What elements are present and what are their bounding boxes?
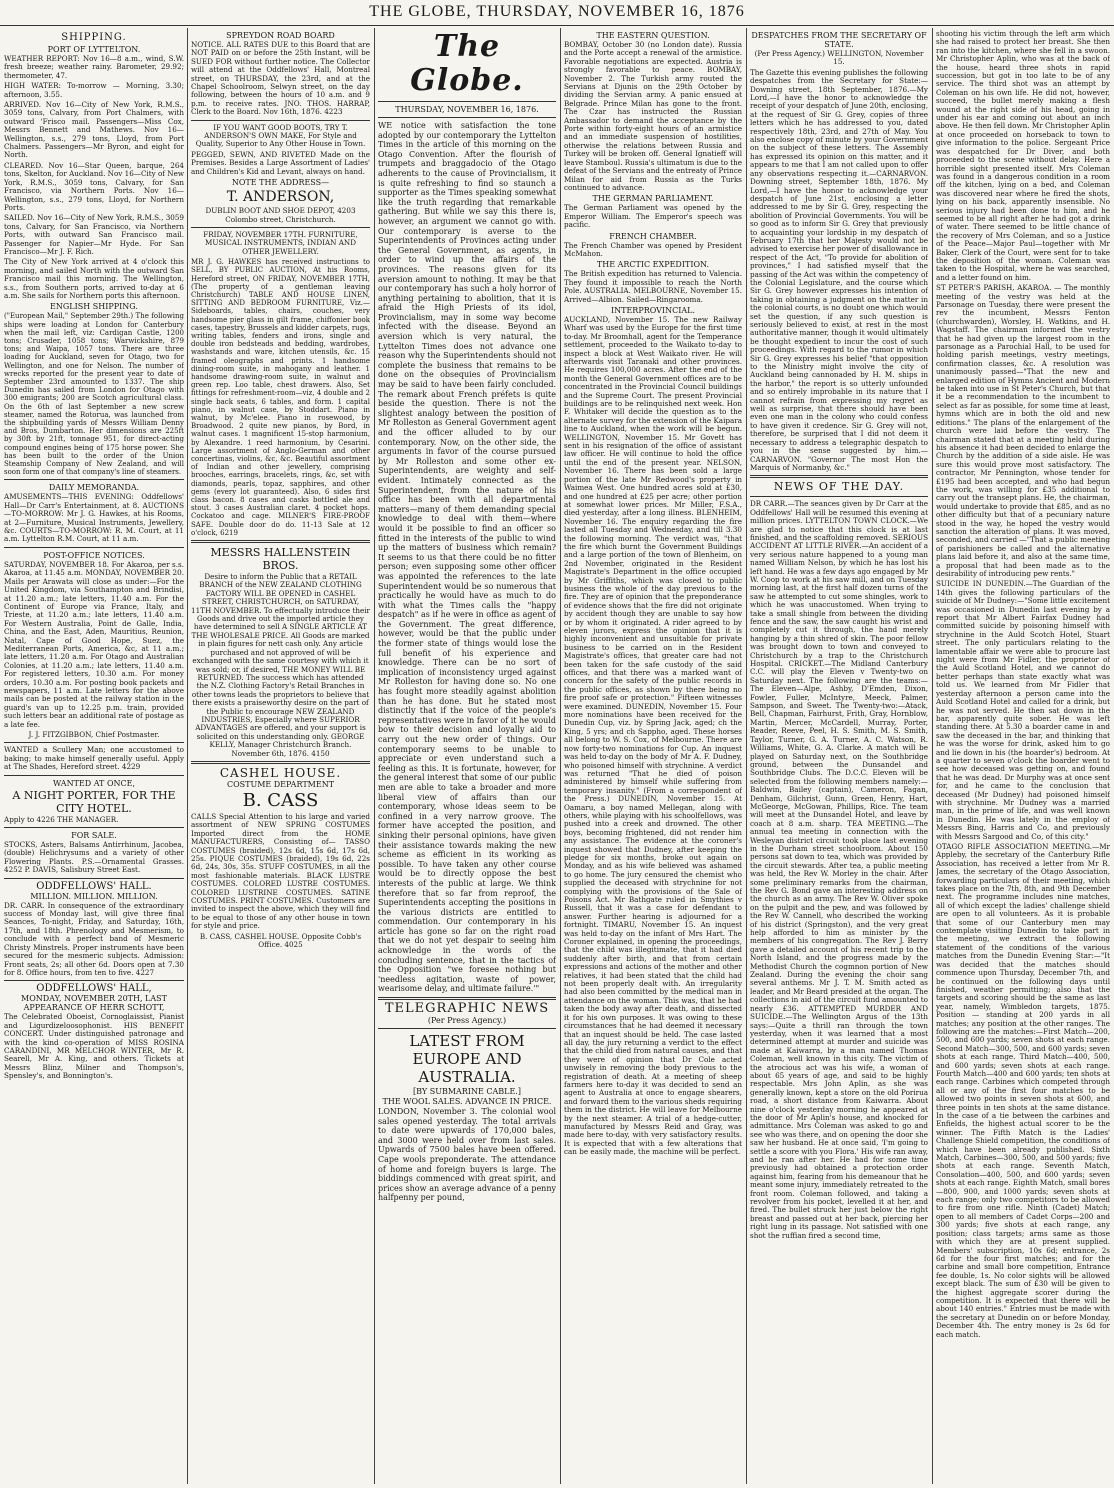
wanted-heading: WANTED AT ONCE, [52, 778, 135, 788]
column-6 [936, 30, 1110, 1482]
divider [191, 540, 370, 543]
despatches: The Gazette this evening publishes the following despatches from the Secretary for State:— Downing street, 18th September, 1876.—My Lord,—I have the honor to acknowledge the receipt of your despatch of June 20th, enclosing, at the request of Sir G. Grey, copies of three letters which he has addressed to you, dated respectively 18th, 23rd, and 27th of May. You also enclose copy of minute by your Government on the subject of these letters. The Assembly has expressed its opinion on this matter, and it appears to me that I am not called upon to offer any observations respecting it.—CARNARVON. Downing street, September 18th, 1876. My Lord,—I have the honor to acknowledge your despatch of June 21st, enclosing a letter addressed to me by Sir G. Grey, respecting the abolition of Provincial Governments. You will be so good as to inform Sir G. Grey that previously to acquainting your lordship in my despatch of February 17th that her Majesty would not be advised to exercise her power of disallowance in respect of the Act, "To provide for abolition of provinces," I had satisfied myself that the passing of the Act was within the competency of the Colonial Legislature, and the course which Sir G. Grey however expresses his intention of taking in obtaining a judgment on the matter in the colonial courts, is no doubt one which would set the question, if any such question is seriously believed to exist, at rest in the most authoritative manner, though it would ultimately be thought expedient to incur the cost of such proceedings. With regard to the rumor in which Sir G. Grey expresses his belief "that opposition to the Ministry might involve the city of Auckland being cannonaded by H. M. ships in the harbor," the report is so utterly unfounded and so entirely improbable in its nature that I cannot refrain from expressing my regret as well as surprise, that there should have been even one man in the colony who could confess to have given it credence. Sir G. Grey will not, therefore, be surprised that I did not deem it necessary to address a telegraphic despatch to you in the sense suggested by him.—CARNARVON. "Governor The most Hon the Marquis of Normanby, &c." [750, 67, 928, 472]
attempted-murder-continued: shooting his victim through the left arm which she had raised to protect her breast. She then ran into the kitchen, where she fell in a swoon. Mr Christopher Aplin, who was at the back of the house, heard three shots in rapid succession, but got in too late to be of any service. The third shot was an attempt by Coleman on his own life. He did not, however, succeed, the bullet merely making a flesh wound at the right side of his head, going in under his ear and coming out about an inch above. He then fell down. Mr Christopher Aplin at once proceeded on horseback to town to give information to the police. Sergeant Price was despatched for Dr Diver, and both proceeded to the scene without delay. Here a horrible sight presented itself. Mrs Coleman was found in a dangerous condition in a room off the kitchen, lying on a bed, and Coleman was discovered near where he fired the shots, lying on his back, apparently insensible. No serious injury had been done to him, and he seemed to be all right after he had got a drink of water. There seemed to be little chance of the recovery of Mrs Coleman, and so a Justice of the Peace—Major Paul—together with Mr Baker, Clerk of the Court, were sent for to take the deposition of the woman. Coleman was taken to the Hospital, where he was searched, and a letter found on him. [936, 30, 1110, 282]
divider [4, 742, 184, 743]
oddfellows-dr-carr: DR. CARR. In consequence of the extraordinary success of Monday last, will give three final Seances, To-night, Friday, and Saturday, 16th, 17th, and 18th. Phrenology and Mesmerism, to conclude with a perfect band of Mesmeric Christy Minstrels. Proper instruments have been secured for the mesmeric subjects. Admission: Front seats, 2s; all other 6d. Doors open at 7.30 for 8. Office hours, from ten to five. 4227 [4, 900, 184, 977]
divider [4, 878, 184, 879]
english-shipping: ("European Mail," September 29th.) The following ships were loading at London for Canterbury when the mail left, viz: Cardigan Castle, 1200 tons; Crusader, 1058 tons; Warwickshire, 879 tons; and Waipa, 1057 tons. There are three loading for Auckland, seven for Otago, two for Wellington, and one for Nelson. The number of wrecks reported for the present year to date of September 23rd amounted to 1337. The ship Dunedin has sailed from London for Otago with 300 emigrants; 200 are Scotch agricultural class. On the 6th of last September a new screw steamer, named the Rotorua, was launched from the shipbuilding yards of Messrs William Denny and Bros, Dumbarton. Her dimensions are 225ft by 30ft by 21ft, tonnage 951, for direct-acting compound engines being of 175 horse power. She has been built to the order of the Union Steamship Company of New Zealand, and will soon form one of that company's line of steamers. [4, 312, 184, 477]
cable-note: [BY SUBMARINE CABLE.] [413, 1087, 521, 1097]
for-sale-heading: FOR SALE. [71, 831, 117, 841]
night-porter-ad: A NIGHT PORTER, FOR THE CITY HOTEL. [12, 788, 176, 815]
divider [4, 980, 184, 981]
oddfellows-heading-2: ODDFELLOWS' HALL, [36, 983, 152, 995]
herr-schott-concert: The Celebrated Oboeist, Cornoglaissist, Pianist and Ligurdizeloosophonist. HIS BENEFIT CONCERT. Under distinguished patronage and with the kind co-operation of MISS ROSINA CARANDINI, MR MELCHOR WINTER, Mr R. Searell, Mr A. King, and others. Tickets at Messrs Blinz, Milner and Thompson's, Spensley's, and Bonnington's. [4, 1012, 184, 1081]
auction-date: FRIDAY, NOVEMBER 17TH. FURNITURE, MUSICAL INSTRUMENTS, INDIAN AND OTHER JEWELLERY. [203, 229, 358, 256]
hallenstein-heading: MESSRS HALLENSTEIN BROS. [210, 546, 351, 573]
divider [378, 1028, 556, 1029]
news-of-day-heading: NEWS OF THE DAY. [773, 480, 905, 494]
column-rule [932, 28, 933, 1484]
column-3 [378, 30, 556, 1482]
memoranda: AMUSEMENTS—THIS EVENING: Oddfellows' Hall—Dr Carr's Entertainment, at 8. AUCTIONS—TO-MORROW: Mr J. G. Hawkes, at his Rooms, at 2—Furniture, Musical Instruments, Jewellery, &c. COURTS—TO-MORROW: R. M. Court, at 11 a.m. Lyttelton R.M. Court, at 11 a.m. [4, 492, 184, 544]
wool-sales: LONDON, November 3. The colonial wool sales opened yesterday. The total arrivals to date were upwards of 170,000 bales, and 3000 were held over from last sales. Upwards of 7500 bales have been offered. Cape wools preponderate. The attendance of home and foreign buyers is large. The biddings commenced with great spirit, and prices show an average advance of a penny halfpenny per pound, [378, 1107, 556, 1203]
scullery-ad: WANTED a Scullery Man; one accustomed to baking; to make himself generally useful. Apply at The Shades, Hereford street. 4229 [4, 745, 184, 772]
postmaster-sign: J. J. FITZGIBBON, Chief Postmaster. [28, 730, 160, 739]
for-sale-ad: STOCKS, Asters, Balsams Antirrhinum, Jacobea, (double) Helichrysums and a variety of other Flowering Plants. P.S.—Ornamental Grasses. 4252 P. DAVIS, Salisbury Street East. [4, 840, 184, 875]
hallenstein-ad: Desire to inform the Public that a RETAIL BRANCH of the NEW ZEALAND CLOTHING FACTORY WILL BE OPENED in CASHEL STREET, CHRISTCHURCH, on SATURDAY, 11TH NOVEMBER. To effectually introduce their Goods and drive out the imported article they have determined to sell A SINGLE ARTICLE AT THE WHOLESALE PRICE. All Goods are marked in plain figures for nett cash only. Any article purchased and not approved of will be exchanged with the same courtesy with which it was sold; or, if desired, THE MONEY WILL BE RETURNED. The success which has attended the N.Z. Clothing Factory's Retail Branches in other towns leads the proprietors to believe that there exists a praiseworthy desire on the part of the Public to encourage NEW ZEALAND INDUSTRIES, Especially where SUPERIOR ADVANTAGES are offered, and your support is solicited on this understanding only. GEORGE KELLY, Manager Christchurch Branch. November 6th, 1876. 4150 [191, 572, 370, 758]
column-4 [564, 30, 742, 1482]
port-heading: PORT OF LYTTELTON. [47, 45, 141, 54]
divider [4, 775, 184, 776]
suicide-dunedin: SUICIDE IN DUNEDIN.—The Guardian of the 14th gives the following particulars of the suicide of Mr Dudney:—"Some little excitement was occasioned in Dunedin last evening by a report that Mr Albert Fairfax Dudney had committed suicide by poisoning himself with strychnine in the Auld Scotch Hotel, Stuart street. The only particulars relating to the lamentable affair we were able to procure last night were from Mr Fidler, the proprietor of the Auld Scotland Hotel, and we cannot do better perhaps than state exactly what was told us. We learned from Mr Fidler that yesterday afternoon a person came into the Auld Scotland Hotel and called for a drink, but he was not served. He then sat down in the bar, apparently quite sober. He was left standing there. At 5.30 a boarder came in and saw the deceased in the bar, and thinking that he was the worse for drink, asked him to go and lie down in his (the boarder's) bedroom. At a quarter to seven o'clock the boarder went to see how deceased was getting on, and found that he was dead. Dr Murphy was at once sent for, and he came to the conclusion that deceased (Mr Dudney) had poisoned himself with strychnine. Mr Dudney was a married man, in the prime of life, and was well known in Dunedin. He was lately in the employ of Messrs Bing, Harris and Co, and previously with Messrs Sargood and Co, of this city." [936, 579, 1110, 841]
column-rule [746, 28, 747, 1484]
costume-department: COSTUME DEPARTMENT [226, 779, 335, 789]
post-office-heading: POST-OFFICE NOTICES. [43, 550, 145, 560]
oddfellows-sub-2: MONDAY, NOVEMBER 20TH, LAST APPEARANCE OF HERR SCHOTT, [21, 994, 167, 1013]
telegraphic-heading: TELEGRAPHIC NEWS [384, 1001, 550, 1017]
latest-europe-heading: LATEST FROM EUROPE AND AUSTRALIA. [409, 1032, 525, 1087]
post-office-notices: SATURDAY, NOVEMBER 18. For Akaroa, per s.s. Akaroa, at 11.45 a.m. MONDAY, NOVEMBER 20. Mails per Arawata will close as under:—For the United Kingdom, via Southampton and Brindisi, at 11.20 a.m.; late letters, 11.40 a.m. For the Continent of Europe via France, Italy, and Trieste, at 11.20 a.m.; late letters, 11.40 a.m. For Western Australia, Point de Galle, India, China, and the East, Aden, Mauritius, Reunion, Natal, Cape of Good Hope, Suez, the Mediterranean Ports, America, &c, at 11 a.m.; late letters, 11.20 a.m. For Otago and Australian Colonies, at 11.20 a.m.; late letters, 11.40 a.m. For registered letters, 10.30 a.m. For money orders, 10.30 a.m. For posting book packets and newspapers, 11 a.m. Late letters for the above mails can be posted at the railway station in the guard's van up to 12.25 p.m. train, provided such letters bear an additional rate of postage as a late fee. [4, 559, 184, 729]
divider [4, 827, 184, 828]
oddfellows-sub: MILLION. MILLION. MILLION. [30, 891, 158, 901]
shipping-heading: SHIPPING. [61, 32, 127, 43]
column-rule [374, 28, 375, 1484]
anderson-address: DUBLIN BOOT AND SHOE DEPOT, 4203 Colombo street, Christchurch. [205, 206, 356, 224]
french-chamber: The French Chamber was opened by President McMahon. [564, 240, 742, 258]
divider [378, 117, 556, 118]
column-5 [750, 30, 928, 1482]
pegged-ad: PEGGED, SEWN, AND RIVETED Made on the Premises. Besides a Large Assortment of Ladies' and Children's Kid and Levant, always on hand. [191, 149, 370, 176]
masthead: THE GLOBE, THURSDAY, NOVEMBER 16, 1876 [0, 0, 1114, 26]
cleared: CLEARED. Nov 16—Star Queen, barque, 264 tons, Skelton, for Auckland. Nov 16—City of New York, R.M.S., 3059 tons, Calvary, for San Francisco, via Northern Ports. Nov 16—Wellington, s.s., 279 tons, Lloyd, for Northern Ports. [4, 160, 184, 212]
interprovincial-heading: INTERPROVINCIAL. [610, 305, 696, 315]
leader-article: WE notice with satisfaction the tone adopted by our contemporary the Lyttelton Times in the article of this morning on the Otago Convention. After the flourish of trumpets and braggadocio of the Otago adherents to the cause of Provincialism, it is quite refreshing to find so staunch a supporter as the Times speaking somewhat like the truth regarding that remarkable gathering. But while we say this there is, however, an argument we cannot go with. Our contemporary is averse to the Superintendents of Provinces acting under the General Government, as agents, in order to wind up the affairs of the provinces. The reasons given for its aversion amount to nothing. It may be that our contemporary has such a holy horror of anything pertaining to abolition, that it is afraid the High Priests of its idol, Provincialism, may in some way become infected with the disease. Beyond an aversion which is very natural, the Lyttelton Times does not advance one reason why the Superintendents should not complete the business that remains to be done on the obsequies of Provincialism may be said to have been fairly concluded. The remark about French préfets is quite beside the question. There is not the slightest analogy between the position of Mr Rolleston as General Government agent and the officer alluded to by our contemporary. Now, on the other side, the arguments in favor of the course pursued by Mr Rolleston and some other ex-Superintendents, are weighty and self-evident. Intimately connected as the Superintendent, from the nature of his office has been with all departmental matters—many of them demanding special knowledge to deal with them—where would it be possible to find an officer so fitted in the interests of the public to wind up the matters of business which remain? It seems to us that there could be no fitter person; even supposing some other officer was appointed the references to the late Superintendent would be so numerous that practically he would have as much to do with what the Times calls the "happy despatch" as if he were in office as agent of the Government. The great difference, however, would be that the public under the former state of things would lose the full benefit of his experience and knowledge. There can be no sort of implication of inconsistency urged against Mr Rolleston for having done so. No one has fought more steadily against abolition than he has done. But he stated most distinctly that if the voice of the people's representatives were in favor of it he would bow to their decision and loyally aid to carry out the new order of things. Our contemporary seems to be unable to appreciate or even understand such a feeling as this. It is fortunate, however, for the general interest that some of our public men are able to take a broader and more liberal view of affairs than our contemporary, whose ideas seem to be confined in a very narrow groove. The former have accepted the position, and sinking their personal opinions, have given their assistance towards making the new scheme as efficient in its working as possible. To have taken any other course would be to directly oppose the best interests of the public at large. We think therefore that so far from reproof, the Superintendents accepting the positions in the various districts are entitled to commendation. Our contemporary in his article has gone so far on the right road that we do not yet despair to seeing him acknowledge in the words of the concluding sentence, that in the tactics of the Opposition "we foresee nothing but 'needless agitation, waste of power, wearisome delay, and ultimate failure.'" [378, 121, 556, 994]
road-board-notice: NOTICE. ALL RATES DUE to this Board that are NOT PAID on or before the 25th Instant, will be SUED FOR without further notice. The Collector will attend at the Oddfellows' Hall, Montreal street, on THURSDAY, the 23rd, and at the Chapel Schoolroom, Selwyn street, on the day following, between the hours of 10 a.m. and 9 p.m. to receive rates. JNO. THOS. HARRAP, Clerk to the Board. Nov 16th, 1876. 4223 [191, 40, 370, 117]
divider [191, 227, 370, 228]
boots-ad: IF YOU WANT GOOD BOOTS, TRY T. ANDERSON'S OWN MAKE, For Style and Quality, Superior to Any Other House in Town. [195, 122, 366, 149]
divider [378, 997, 556, 1000]
address-note: NOTE THE ADDRESS— [231, 178, 330, 188]
shipping-note: The City of New York arrived at 4 o'clock this morning, and sailed North with the outward San Francisco mail this morning. The Wellington, s.s., from Southern ports, arrived to-day at 6 a.m. She sails for Northern ports this afternoon. [4, 257, 184, 300]
divider [378, 101, 556, 102]
english-shipping-heading: ENGLISH SHIPPING. [50, 302, 138, 312]
arctic-expedition: The British expedition has returned to Valencia. They found it impossible to reach the North Pole. AUSTRALIA. MELBOURNE, November 15. Arrived—Albion. Sailed—Ringarooma. [564, 269, 742, 304]
divider [750, 496, 928, 497]
high-water: HIGH WATER: To-morrow — Morning, 3.30; afternoon, 3.55. [4, 81, 184, 99]
column-1 [4, 30, 184, 1482]
divider [750, 475, 928, 478]
anderson-name: T. ANDERSON, [226, 189, 335, 206]
arctic-heading: THE ARCTIC EXPEDITION. [596, 260, 710, 270]
wool-heading: THE WOOL SALES. ADVANCE IN PRICE. [382, 1097, 552, 1107]
cass-sign: B. CASS, CASHEL HOUSE. Opposite Cobb's Office. 4025 [199, 931, 362, 950]
german-heading: THE GERMAN PARLIAMENT. [592, 194, 714, 204]
hawkes-auction: MR J. G. HAWKES has received instructions to SELL, BY PUBLIC AUCTION, At his Rooms, Hereford street, ON FRIDAY, NOVEMBER 17TH, (The property of a gentleman leaving Christchurch) TABLE AND HOUSE LINEN, SITTING AND BEDROOM FURNITURE, Viz.— Sideboards, tables, chairs, couches, very handsome pier glass in gilt frame, chiffonier book cases, tapestry, Brussels and kidder carpets, rugs, writing tables, fenders and irons, single and double iron bedsteads and bedding, wardrobes, washstands and ware, kitchen utensils, &c. 15 framed oleographs and prints. 1 handsome dining-room suite, in mahogany and leather. 1 handsome drawing-room suite, in walnut and green rep. Loo table, chest drawers. Also, Set fittings for refreshment-room—viz, 4 double and 2 single back seats, 6 tables, and form. 1 capital piano, in walnut case, by Stoddart. Piano in walnut, by Mc'elee. Piano in rosewood, by Broadwood. 2 quite new pianos, by Bord, in walnut cases. 1 magnificent 15-stop harmonium, by Alexandre. 1 reed harmonium, by Cesarini. Large assortment of Anglo-German and other concertinas, violins, &c, &c. Beautiful assortment of Indian and other jewellery, comprising brooches, earrings, bracelets, rings, &c, set with diamonds, pearls, topaz, sapphires, and other gems (every lot guaranteed). Also, 6 sides first class bacon. 8 cases and casks bottled ale and stout. 3 cases Australian claret. 4 pocket hops. Cockatoo and cage. MILNER'S FIRE-PROOF SAFE. Double door do do. 11-13 Sale at 12 o'clock, 6219 [191, 258, 370, 537]
column-2 [191, 30, 370, 1482]
cass-name: B. CASS [242, 789, 319, 811]
sailed: SAILED. Nov 16—City of New York, R.M.S., 3059 tons, Calvary, for San Francisco, via Northern Ports, with outward San Francisco mail. Passenger for Napier—Mr Hyde. For San Francisco—Mr J. F. Rich. [4, 213, 184, 256]
news-of-day: DR CARR.—The seances given by Dr Carr at the Oddfellows' Hall will be resumed this evening at million prices. LYTTELTON TOWN CLOCK.—We are glad to notice that this clock is at last finished, and the scaffolding removed. SERIOUS ACCIDENT AT LITTLE RIVER.—An accident of a very serious nature happened to a young man named William Nelson, by which he has lost his left hand. He was a few days ago engaged by Mr W. Coop to work at his saw mill, and on Tuesday morning last, at the first half dozen turns of the saw he attempted to cut some shingles, work to which he was unaccustomed. When trying to take a small shingle from between the dividing fence and the saw, the saw caught his wrist and completely cut it through, the hand merely hanging by a thin shred of skin. The poor fellow was brought down to town and conveyed to Christchurch by a trap to the Christchurch Hospital. CRICKET.—The Midland Canterbury C.C. will play the Eleven v Twenty-two on Saturday next. The following are the teams:—The Eleven—Alpe, Ashby, D'Emden, Dixon, Fowler, Fuller, McIntyre, Meeck, Palmer, Sampson, and Sweet. The Twenty-two:—Atack, Bell, Chapman, Fairhurst, Frith, Gray, Hornblow, Martin, Mercer, McCardell, Murray, Porter, Reader, Reeve, Peel, H. S. Smith, M. S. Smith, Taylor, Turner, G. A. Turner, A. C. Watson, R. Williams, White, G. A. Clarke. A match will be played on Saturday next, on the Southbridge ground, between the Dunsandel and Southbridge Clubs. The D.C.C. Eleven will be selected from the following members namely:—Baldwin, Bailey (captain), Cameron, Fagan, Denham, Gilchrist, Gunn, Green, Henry, Hart, McGeorge, McGowan, Phillips, Rice. The team will meet at the Dunsandel Hotel, and leave by coach at 8 a.m. sharp. TEA MEETING.—The annual tea meeting in connection with the Wesleyan district circuit took place last evening in the Durham street schoolroom. About 150 persons sat down to tea, which was provided by the circuit stewards. After tea, a public meeting was held, the Rev W. Morley in the chair. After some preliminary remarks from the chairman, the Rev G. Bond gave an interesting address on the church as an army. The Rev W. Oliver spoke on the pulpit and the pew, and was followed by the Rev W. Cannell, who described the working of his district (Springston), and the very great help afforded to him as minister by the members of his congregation. The Rev J. Berry gave a detailed account of his recent trip to the North Island, and the progress made by the Methodist Church the cogmnon portion of New Zealand. During the evening the choir sang several anthems. Mr J. T. M. Smith acted as leader, and Mr Beard presided at the organ. The collections in aid of the circuit fund amounted to nearly £36. ATTEMPTED MURDER AND SUICIDE.—The Wellington Argus of the 13th says:—Quite a thrill ran through the town yesterday, when it was learned that a most determined attempt at murder and suicide was made at Kaiwarra, by a man named Thomas Coleman, well known in this city. The victim of the atrocious act was his wife, a woman of about 65 years of age, and said to be highly respectable. Mrs John Aplin, as she was generally known, kept a store on the old Porirua road, a short distance from Kaiwarra. About nine o'clock yesterday morning he appeared at the door of Mr Aplin's house, and knocked for admittance. Mrs Coleman was asked to go and see who was there, and on opening the door she saw her husband. He at once said, 'I'm going to settle a score with you Flora.' His wife ran away, and he ran after her. He had for some time previously had obtained a protection order against him, fearing from his demeanour that he meant some injury, immediately retreated to the front room. Coleman followed, and taking a revolver from his pocket, levelled it at her, and fired. The bullet struck her just below the right breast and passed out at her back, piercing her right lung in its passage. Not satisfied with one shot the ruffian fired a second time, [750, 499, 928, 1240]
divider [191, 120, 370, 121]
st-peters-parish: ST PETER'S PARISH, AKAROA. — The monthly meeting of the vestry was held at the Parsonage on Tuesday, there were present the rev the incumbent, Messrs Fenton (churchwarden), Worsley, H. Watkins, and H. Wagstaff. The chairman informed the vestry that he had given up the largest room in the parsonage as a Parochial Hall, to be used for holding parish meetings, vestry meetings, confirmation classes, &c. A resolution was unanimously passed—"That the new and enlarged edition of Hymns Ancient and Modern be taken into use in St Peter's Church, but that it be a recommendation to the incumbent to select as far as possible, for some time at least, hymns which are in both the old and new editions." The plans of the enlargement of the church were laid before the vestry. The chairman stated that at a meeting held during his absence it had been decided to enlarge the Church by the addition of a side aisle. He was sure this would prove most satisfactory. The contractor, Mr Pennington, whose tender for £195 had been accepted, and who had begun the work, was willing for £35 additional to carry out the transept plans. He, the chairman, would undertake to provide that £85, and as no other difficulty but that of a pecuniary nature stood in the way, he hoped the vestry would sanction the alteration of plans. It was moved, seconded, and carried —"That a public meeting of parishioners be called and the alternative plans laid before it, and also at the same time, a proposal that had been made as to the desirability of introducing pew rents." [936, 283, 1110, 578]
cass-ad: CALLS Special Attention to his large and varied assortment of NEW SPRING COSTUMES Imported direct from the HOME MANUFACTURERS, Consisting of— TASSO COSTUMES (braided), 12s 6d, 15s 6d, 17s 6d, 25s. PIQUE COSTUMES (braided), 19s 6d, 22s 6d, 24s, 30s, 35s. STUFF COSTUMES, in all the most fashionable materials. BLACK LUSTRE COSTUMES. COLORED LUSTRE COSTUMES. COLORED LUSTRINE COSTUMES. SATINE COSTUMES. PRINT COSTUMES. Customers are invited to inspect the above, which they will find to be equal to those of any other house in town for style and price. [191, 811, 370, 931]
column-rule [187, 28, 188, 1484]
divider [4, 547, 184, 548]
memoranda-heading: DAILY MEMORANDA. [48, 483, 140, 493]
oddfellows-heading: ODDFELLOWS' HALL. [36, 880, 152, 892]
leader-dateline: THURSDAY, NOVEMBER 16, 1876. [395, 105, 539, 114]
road-board-heading: SPREYDON ROAD BOARD [226, 31, 335, 40]
telegraphic-sub: (Per Press Agency.) [427, 1016, 507, 1026]
despatches-heading: DESPATCHES FROM THE SECRETARY OF STATE. [751, 31, 927, 49]
interprovincial-news: AUCKLAND, November 15. The new Railway Wharf was used by the Europe for the first time to-day. Mr Broomhall, agent for the Temperance settlement, proceeded to the Waikato to-day to inspect a block at West Waikato river. He will afterwards visit Taranaki and other provinces. He requires 100,000 acres. After the end of the month the General Government offices are to be concentrated in the Provincial Council buildings and the Supreme Court. The present Provincial buildings are to be relinquished next week. Hon F. Whitaker will decide the question as to the alternate survey for the extension of the Kaipara line to Auckland, when the work will be begun. WELLINGTON, November 15. Mr Govett has sent in his resignation of the office of assistant law officer. He will continue to hold the office until the end of the present year. NELSON, November 16. There has been sold a large portion of the late Mr Redwood's property in Waimea West. One hundred acres sold at £30, and one hundred at £25 per acre; other portion at somewhat lower prices. Mr Miller, F.S.A., died yesterday, after a long illness. BLENHEIM, November 16. The enquiry regarding the fire lasted all Tuesday and Wednesday, and till 3.30 the following morning. The verdict was, "that the fire which burnt the Government Buildings and a large portion of the town of Blenheim, on 2nd November, originated in the Resident Magistrate's Department in the office occupied by Mr Griffiths, which was closed to public business the whole of the day previous to the fire. They are of opinion that the preponderance of evidence shows that the fire did not originate by accident though they are unable to say how or by whom it originated. A rider agreed to by eleven jurors, express the opinion that it is highly inconvenient and unsuitable for private business to be carried on in the Resident Magistrate's offices, that greater care had not been taken for the safe custody of the said offices, and that there was a marked want of concern for the safety of the public records in the public offices, as shown by there being no fire proof safe or protection." Fifteen witnesses were examined. DUNEDIN, November 15. Four more nominations have been received for the Dunedin Cup, viz. by Spring Jack, aged; ch the King, 5 yrs; and ch Sappho, aged. These horses all belong to W. S. Cox, of Melbourne. There are now forty-two nominations for Cup. An inquest was held to-day on the body of Mr A. F. Dudney, who poisoned himself with strychnine. A verdict was returned "That he died of poison administered by himself while suffering from temporary insanity." (From a correspondent of the Press.) DUNEDIN, November 15. At Oamaru, a boy named Mellegan, along with others, while playing with his schoolfellows, was pushed into a creek and drowned. The other boys, becoming frightened, did not render him any assistance. The evidence at the coroner's inquest showed that Dudney, after keeping the pledge for six months, broke out again on Monday, and as his wife believed was ashamed to go home. The jury censured the chemist who supplied the deceased with strychnine for not complying with the provisions of the Sale of Poisons Act. Mr Bathgate ruled in Smythies v Russell, that it was a case for defendant to answer. Further hearing is adjourned for a fortnight. TIMARU, November 15. An inquest was held to-day on the infant of Mrs Hart. The Coroner explained, in opening the proceedings, that the child was illegitimate, that it had died suddenly after birth, and that from certain expressions and actions of the mother and other relatives, it had been stated that the child had not been properly dealt with. An irregularity had also been committed by the medical man in attendance on the woman. This was, that he had taken the body away after death, and dissected it for his own purposes. It was owing to these circumstances that he had deemed it necessary that an inquest should be held. The case lasted all day, the jury returning a verdict to the effect that the child died from natural causes, and that they were of opinion that Dr Cole acted unwisely in removing the body previous to the registration of death. At a meeting of sheep farmers here to-day it was decided to send an agent to Australia at once to engage shearers, and forward them to the various sheds requiring them in the district. He will leave for Melbourne by the next steamer. A trial of a hedge-cutter, manufactured by Messrs Reid and Gray, was made here to-day, with very satisfactory results. It is expected that with a few alterations that can be easily made, the machine will be perfect. [564, 314, 742, 1157]
apply-manager: Apply to 4226 THE MANAGER. [4, 814, 119, 824]
eastern-heading: THE EASTERN QUESTION. [596, 31, 710, 40]
eastern-question: BOMBAY, October 30 (no London date). Russia and the Porte accept a renewal of the armistice. Favorable negotiations are expected. Austria is strongly favorable to peace. BOMBAY, November 2. The Turkish army routed the Servians at Djunis on the 29th October by dividing the Servian army. A panic ensued at Belgrade. Prince Milan has gone to the front. The Czar has instructed the Russian Ambassador to demand the acceptance by the Porte within forty-eight hours of an armistice and an immediate suspension of hostilities, otherwise the relations between Russia and Turkey will be broken off. General Ignatieff will leave Stamboul. Russia's ultimatum is due to the defeat of the Servians and the entreaty of Prince Milan for aid from Russia as the Turks continued to advance. [564, 40, 742, 192]
weather-report: WEATHER REPORT: Nov 16—8 a.m., wind, S.W. fresh breeze; weather rainy. Barometer, 29.92; thermometer, 47. [4, 54, 184, 80]
otago-rifle: OTAGO RIFLE ASSOCIATION MEETING.—Mr Appleby, the secretary of the Canterbury Rifle Association, has received a letter from Mr R. James, the secretary of the Otago Association, forwarding particulars of their meeting, which takes place on the 7th, 8th, and 9th December next. The programme includes nine matches, all of which except the ladies' challenge shield are open to all volunteers. As it is probable that some of our Canterbury men may contemplate visiting Dunedin to take part in the meeting, we extract the following statement of the conditions of the various matches from the Dunedin Evening Star:—"It was decided that the matches should commence upon Thursday, December 7th, and be continued on the following days until finished, weather permitting; also that the targets and scoring should be the same as last year, namely, Wimbledon targets, 1875. Position — standing at 200 yards in all matches; any position at the other ranges. The following are the matches:—First Match—200, 500, and 600 yards; seven shots at each range. Second Match—300, 500, and 600 yards; seven shots at each range. Third Match—400, 500, and 600 yards; seven shots at each range. Fourth Match—400 and 600 yards; ten shots at each range. Carbines which competed through all or any of the first four matches to be allowed two points in seven shots at 600, and three points in ten shots at the same distance. In the case of a tie between the carbines and Enfields, the highest actual scorer to be the winner. The Fifth Match is the Ladies' Challenge Shield competition, the conditions of which have been already published. Sixth Match, Carbines—300, 500, and 500 yards; five shots at each range. Seventh Match, Consolation—400, 500, and 600 yards; seven shots at each range. Eighth Match, small bores—800, 900, and 1000 yards; seven shots at each range; only two competitors to be allowed to fire from one rifle. Ninth (Cadet) Match; open to all members of Cadet Corps—200 and 300 yards; five shots at each range, any position; class targets; arms same as those with which they are at present supplied. Members' subscription, 10s 6d; entrance, 2s 6d for the four first matches; and for the carbine and small bore competition, Entrance fee double, 1s. No color sights will be allowed except black. The sum of £30 will be given to the highest aggregate scorer during the competition. It is expected that there will be about 140 entries." Entries must be made with the secretary at Dunedin on or before Monday, December 4th. The entry money is 2s 6d for each match. [936, 842, 1110, 1339]
french-heading: FRENCH CHAMBER. [609, 231, 697, 241]
despatches-sub: (Per Press Agency.) WELLINGTON, November 15. [754, 49, 924, 67]
column-rule [560, 28, 561, 1484]
globe-title: The Globe. [410, 30, 524, 98]
arrived: ARRIVED. Nov 16—City of New York, R.M.S., 3059 tons, Calvary, from Port Chalmers, with outward 'Frisco mail. Passengers—Miss Cox, Messrs Bennett and Mathews. Nov 16—Wellington, s.s., 279 tons, Lloyd, from Port Chalmers. Passengers—Mr Byron, and eight for North. [4, 100, 184, 160]
divider [191, 761, 370, 764]
divider [4, 479, 184, 480]
german-parliament: The German Parliament was opened by the Emperor William. The Emperor's speech was pacific. [564, 203, 742, 230]
cashel-house-heading: CASHEL HOUSE. [219, 765, 342, 780]
